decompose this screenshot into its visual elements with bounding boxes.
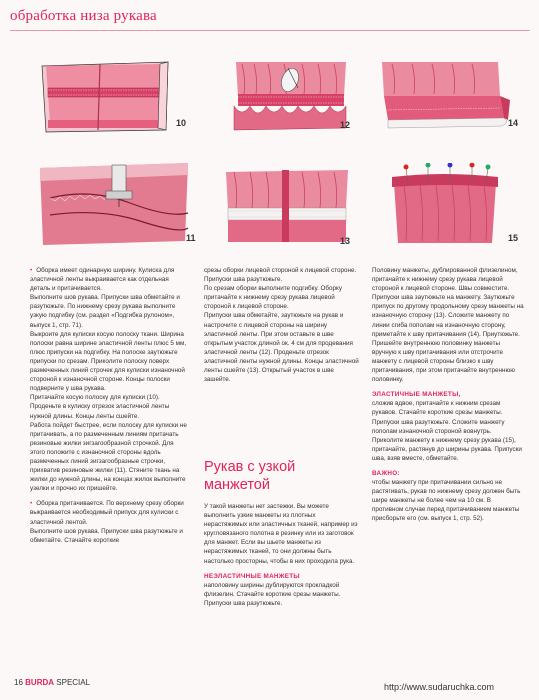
paragraph: • Оборка притачивается. По верхнему срезу оборки выкраивается необходимый припуск для кулиски с эластичной лентой. [30,500,184,526]
col2-p3: Припуски шва обметайте, заутюжьте на рукав и настрочите с лицевой стороны на ширину эластичной ленты. При этом оставьте в шве открытым участок длиной ок. 4 см для продевания эластичной ленты (12). Проденьте отрезок эластичной ленты нужной длины. Концы эластичной ленты сшейте (13). Открытый участок в шве зашейте. [204,312,359,384]
col1-p6: Работа пойдет быстрее, если полоску для кулиски не притачивать, а по размеченным линиям притачать резиновые жилки зигзагообразной строчкой. Для этого положите с изнаночной стороны вдоль размеченных линий зигзагообразные строчки, прихватив резиновые жилки (11). Стяните ткань на жилки до нужной длины, на концах жилок выполните узелки и прочно их пришейте. [30,421,187,493]
col1-p2: Выполните шов рукава. Припуски шва обметайте и разутюжьте. По нижнему срезу рукава выполните узкую подгибку (см. раздел «Подгибка рулоном», выпуск 1, стр. 71). [30,294,180,329]
figure-number-10: 10 [176,118,187,128]
figure-number-15: 15 [508,233,519,243]
col3-p2: сложив вдвое, притачайте к нижним срезам рукавов. Стачайте короткие срезы манжеты. Припуски шва разутюжьте. Сложите манжету пополам изнаночной стороной вовнутрь. Приколите манжету к нижнему срезу рукава (15), притачайте, растянув до ширины рукава. Припуски шва, взяв вместе, обметайте. [372,400,522,462]
illustration-15 [384,163,524,248]
col3-p1: Половину манжеты, дублированной флизелином, притачайте к нижнему срезу рукава лицевой стороной к лицевой стороне. Швы совместите. Припуски шва заутюжьте на манжету. Заутюжьте припуск по другому продольному срезу манжеты на изнаночную сторону (13). Сложите манжету по линии сгиба пополам на изнаночную сторону, приметайте к шву притачивания (14). Приутюжьте. Пришейте внутреннюю половинку манжеты вручную к шву притачивания или отстрочите манжету с лицевой стороны близко к шву притачивания, при этом притачайте внутреннюю половинку. [372,267,524,384]
text-column-2 [204,266,360,384]
col1-p7: Оборка притачивается. По верхнему срезу оборки выкраивается необходимый припуск для кулиски с эластичной лентой. [30,500,184,526]
page-footer [14,678,90,687]
illustration-14 [378,60,518,140]
page-title: обработка низа рукава [10,8,157,24]
col1-p5: Проденьте в кулиску отрезок эластичной ленты нужной длины. Концы ленты сшейте. [30,403,170,420]
col1-p3: Выкроите для кулиски косую полоску ткани. Ширина полоски равна ширине эластичной ленты плюс 5 мм, плюс припуски на подгибку. На полоске заутюжьте припуски по срезам. Приколите полоску поверх размеченных линий строчек для кулиски изнаночной стороной к изнаночной стороне. Концы полоски подверните у шва рукава. [30,330,187,393]
page-number: 16 [14,678,23,687]
text-column-2-lower [204,502,360,608]
col1-p8: Выполните шов рукава. Припуски шва разутюжьте и обметайте. Стачайте короткие [30,527,183,544]
text-column-3 [372,266,524,524]
col2-p2: По срезам оборки выполните подгибку. Оборку притачайте к нижнему срезу рукава лицевой стороной к лицевой стороне. [204,285,342,311]
title-rule [10,30,530,31]
illustration-11 [40,163,196,248]
col2-p4: У такой манжеты нет застежки. Вы можете выполнить узкие манжеты из плотных нерастяжимых или эластичных тканей, например из кругловязаного полотна в резинку или из заготовок для манжет. Если вы шьете манжеты из нерастяжимых тканей, то они должны быть настолько просторны, чтобы в них проходила рука. [204,503,358,565]
col2-p5: наполовину ширины дублируются прокладкой флизелин. Стачайте короткие срезы манжеты. Припуски шва разутюжьте. [204,581,341,607]
footer-brand: BURDA [25,678,55,687]
subheading-nonelastic: НЕЭЛАСТИЧНЫЕ МАНЖЕТЫ [204,572,300,580]
cuff-elastic-drawing [222,170,352,250]
figure-number-14: 14 [508,118,519,128]
section-heading: Рукав с узкой манжетой [204,459,296,493]
figure-number-12: 12 [340,120,351,130]
col2-p1: срезы оборки лицевой стороной к лицевой стороне. Припуски шва разутюжьте. [204,267,357,284]
figure-number-11: 11 [186,233,196,243]
col1-p1: Оборка имеет одинарную ширину. Кулиска для эластичной ленты выкраивается как отдельная деталь и притачивается. [30,267,175,293]
cuff-fold-drawing [378,60,518,140]
subheading-important: ВАЖНО: [372,469,400,477]
sewing-machine-elastic-drawing [40,163,190,248]
illustration-10 [40,60,187,140]
figure-number-13: 13 [340,236,351,246]
source-watermark: http://www.sudaruchka.com [384,682,495,692]
cuff-pinned-drawing [384,163,524,248]
ruffle-casing-drawing [228,60,353,138]
col1-p4: Притачайте косую полоску для кулиски (10). [30,394,160,402]
footer-special: SPECIAL [56,678,91,687]
sleeve-hem-casing-drawing [40,60,170,140]
text-column-1 [30,266,190,545]
col3-p3: чтобы манжету при притачивании сильно не растягивать, рукав по нижнему срезу должен быть шире манжеты не более чем на 10 см. В противном случае перед притачиванием манжеты присборьте его (см. выпуск 1, стр. 52). [372,479,521,523]
illustration-13 [222,170,352,250]
illustration-12 [228,60,353,138]
paragraph: • Оборка имеет одинарную ширину. Кулиска для эластичной ленты выкраивается как отдельная деталь и притачивается. [30,267,175,293]
subheading-elastic: ЭЛАСТИЧНЫЕ МАНЖЕТЫ, [372,391,461,399]
